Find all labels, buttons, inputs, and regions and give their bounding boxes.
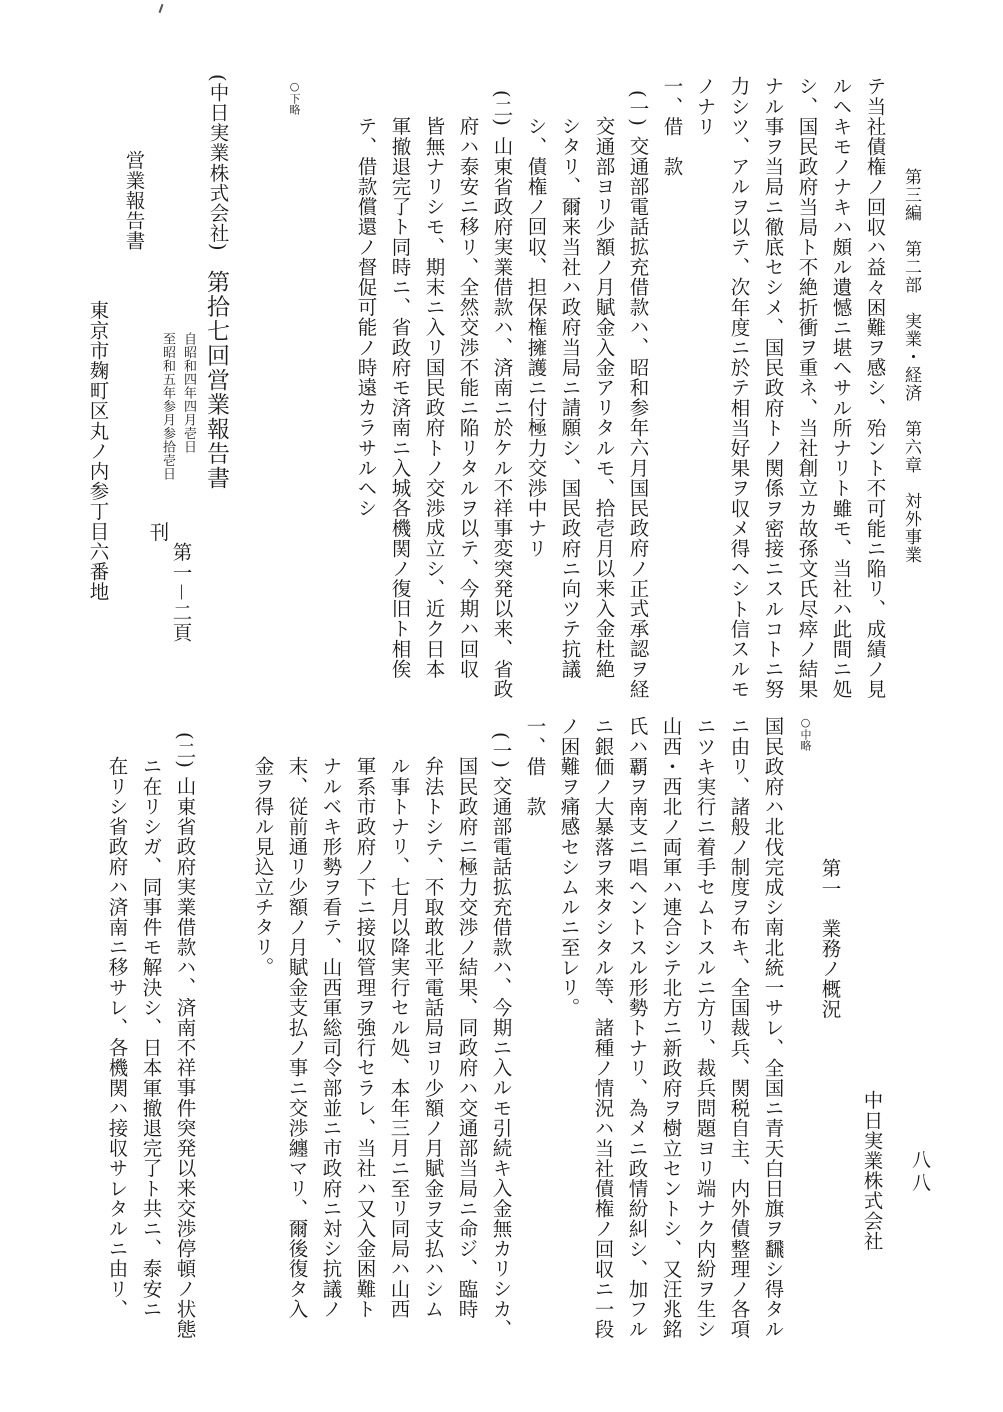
item-marker: (二) bbox=[173, 732, 197, 769]
report-title: 第拾七回営業報告書 bbox=[203, 270, 229, 491]
text-line: 弁法トシテ、不取敢北平電話局ヨリ少額ノ月賦金ヲ支払ハシム bbox=[421, 756, 445, 1319]
section-heading: 一、借 款 bbox=[660, 76, 684, 177]
text-line: 氏ハ覇ヲ南支ニ唱ヘントスル形勢トナリ、為メニ政情紛糾シ、加フル bbox=[625, 716, 649, 1340]
section-heading: 一、借 款 bbox=[523, 716, 547, 817]
text-line: 力シツ、アルヲ以テ、次年度ニ於テ相当好果ヲ収メ得ヘシト信スルモ bbox=[727, 76, 751, 700]
text-line: 交通部ヨリ少額ノ月賦金入金アリタルモ、拾壱月以来入金杜絶 bbox=[592, 116, 616, 679]
text-line: 山西・西北ノ両軍ハ連合シテ北方ニ新政府ヲ樹立セントシ、又汪兆銘 bbox=[659, 716, 683, 1340]
text-line: ナルベキ形勢ヲ看テ、山西軍総司令部並ニ市政府ニ対シ抗議ノ bbox=[319, 756, 343, 1319]
text-line: シ、債権ノ回収、担保権擁護ニ付極力交渉中ナリ bbox=[524, 116, 548, 559]
item-marker: (二) bbox=[490, 90, 514, 127]
text-line: ノ困難ヲ痛感セシムルニ至レリ。 bbox=[557, 716, 581, 1018]
text-line: ニツキ実行ニ着手セムトスルニ方リ、裁兵問題ヨリ端ナク内紛ヲ生シ bbox=[693, 716, 717, 1340]
text-line: 国民政府ニ極力交渉ノ結果、同政府ハ交通部当局ニ命ジ、臨時 bbox=[455, 756, 479, 1319]
text-line: 末、従前通リ少額ノ月賦金支払ノ事ニ交渉纏マリ、爾後復タ入 bbox=[285, 756, 309, 1319]
text-line: 山東省政府実業借款ハ、済南ニ於ケル不祥事変突発以来、省政 bbox=[490, 136, 514, 699]
text-line: 交通部電話拡充借款ハ、昭和参年六月国民政府ノ正式承認ヲ経 bbox=[626, 136, 650, 699]
text-line: 国民政府ハ北伐完成シ南北統一サレ、全国ニ青天白日旗ヲ飜シ得タル bbox=[761, 716, 785, 1340]
text-line: ルヘキモノナキハ頗ル遺憾ニ堪ヘサル所ナリト雖モ、当社ハ此間ニ処 bbox=[829, 76, 853, 700]
text-line: 在リシ省政府ハ済南ニ移サレ、各機関ハ接収サレタルニ由リ、 bbox=[105, 756, 129, 1319]
text-line: 軍系市政府ノ下ニ接収管理ヲ強行セラレ、当社ハ又入金困難ト bbox=[353, 756, 377, 1319]
page-reference: 第一－二頁 bbox=[169, 542, 193, 643]
date-to: 至昭和五年参月参拾壱日 bbox=[160, 332, 175, 481]
text-line: ナル事ヲ当局ニ徹底セシメ、国民政府トノ関係ヲ密接ニスルコトニ努 bbox=[761, 76, 785, 700]
date-from: 自昭和四年四月壱日 bbox=[181, 332, 196, 454]
ink-mark bbox=[159, 4, 164, 13]
page-number: 八八 bbox=[909, 1150, 931, 1196]
document-type: 営業報告書 bbox=[122, 150, 146, 251]
source-company: (中日実業株式会社) bbox=[206, 74, 230, 252]
text-line: シタリ、爾来当社ハ政府当局ニ請願シ、国民政府ニ向ツテ抗議 bbox=[558, 116, 582, 679]
omission-note: ○下略 bbox=[288, 80, 301, 115]
text-line: ル事トナリ、七月以降実行セル処、本年三月ニ至リ同局ハ山西 bbox=[387, 756, 411, 1319]
text-line: 府ハ泰安ニ移リ、全然交渉不能ニ陥リタルヲ以テ、今期ハ回収 bbox=[456, 116, 480, 679]
running-head: 第三編 第二部 実業・経済 第六章 対外事業 bbox=[901, 168, 921, 564]
text-line: ニ在リシガ、同事件モ解決シ、日本軍撤退完了ト共ニ、泰安ニ bbox=[139, 756, 163, 1319]
address: 東京市麹町区丸ノ内参丁目六番地 bbox=[86, 300, 110, 602]
text-line: 皆無ナリシモ、期末ニ入リ国民政府トノ交渉成立シ、近ク日本 bbox=[422, 116, 446, 679]
text-line: 軍撤退完了ト同時ニ、省政府モ済南ニ入城各機関ノ復旧ト相俟 bbox=[388, 116, 412, 679]
text-line: テ、借款償還ノ督促可能ノ時遠カラサルヘシ bbox=[354, 116, 378, 518]
text-line: シ、国民政府当局ト不絶折衝ヲ重ネ、当社創立カ故孫文氏尽瘁ノ結果 bbox=[795, 76, 819, 700]
text-line: 山東省政府実業借款ハ、済南不祥事件突発以来交渉停頓ノ状態 bbox=[173, 776, 197, 1339]
omission-note: ○中略 bbox=[799, 716, 812, 751]
text-line: ノナリ bbox=[693, 76, 717, 137]
text-line: 交通部電話拡充借款ハ、今期ニ入ルモ引続キ入金無カリシカ、 bbox=[489, 776, 513, 1339]
published-mark: 刊 bbox=[146, 522, 170, 543]
text-line: 金ヲ得ル見込立チタリ。 bbox=[251, 756, 275, 978]
item-marker: (一) bbox=[626, 90, 650, 127]
text-line: テ当社債権ノ回収ハ益々困難ヲ感シ、殆ント不可能ニ陥リ、成績ノ見 bbox=[863, 76, 887, 700]
text-line: ニ銀価ノ大暴落ヲ来タシタル等、諸種ノ情況ハ当社債権ノ回収ニ一段 bbox=[591, 716, 615, 1340]
item-marker: (一) bbox=[489, 732, 513, 769]
section-title: 第一 業務ノ概況 bbox=[818, 858, 842, 1019]
company-name: 中日実業株式会社 bbox=[860, 1090, 884, 1251]
text-line: ニ由リ、諸般ノ制度ヲ布キ、全国裁兵、関税自主、内外債整理ノ各項 bbox=[727, 716, 751, 1340]
